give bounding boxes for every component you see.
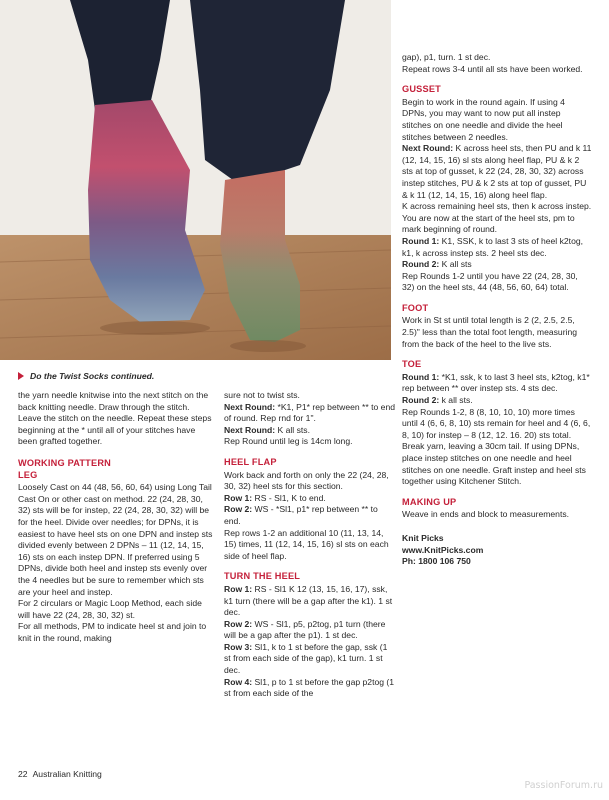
hero-photo	[0, 0, 391, 360]
gusset-next-round: Next Round: K across heel sts, then PU and k 11 (12, 14, 15, 16) sl sts along heel flap, PU & k 2 sts at top of gusset, k 22 (24, 28, 30, 32) across instep stitches, PU & k 2 sts at top of gusset, PU & k 11 (12, 14, 15, 16) along heel flap.	[402, 143, 592, 200]
heel-flap-repeat: Rep rows 1-2 an additional 10 (11, 13, 14, 15) times, 11 (12, 14, 15, 16) sl sts on each side of heel flap.	[224, 527, 389, 561]
ribbing-label: Next Round:	[224, 401, 276, 412]
knit-round-label: Next Round:	[224, 424, 276, 435]
page-number: 22	[18, 769, 28, 779]
turn-heel-repeat: Repeat rows 3-4 until all sts have been worked.	[402, 63, 583, 74]
turn-heel-continued: gap), p1, turn. 1 st dec.	[402, 52, 491, 62]
column-1	[18, 390, 213, 644]
photo-caption	[18, 370, 378, 382]
leg-paragraph-1: Loosely Cast on 44 (48, 56, 60, 64) using Long Tail Cast On or other cast on method. 22 (24, 28, 30, 32) sts will be for instep, 22 (24, 28, 30, 32) will be for the heel. Divide over needles; for DPNs, it is easiest to have heel sts on one DPN and instep sts divided evenly between 2 DPNs – 11 (12, 14, 15, 16) sts on each instep DPN. If preferred using 5 DPNs, divide both heel and instep sts evenly over the 4 needles but be sure to remember which sts are your heel and instep.	[18, 482, 213, 597]
heading-heel-flap: HEEL FLAP	[224, 456, 277, 467]
heading-making-up: MAKING UP	[402, 496, 457, 507]
column-3	[402, 52, 592, 568]
graft-instructions: the yarn needle knitwise into the next stitch on the back knitting needle. Draw through the stitch. Leave the stitch on the needle. Repeat these steps beginning at the * until all of your stitches have been grafted together.	[18, 390, 212, 447]
heel-flap-row-2: Row 2: WS - *Sl1, p1* rep between ** to end.	[224, 504, 378, 526]
watermark: PassionForum.ru	[524, 780, 603, 791]
socks-photo-illustration	[0, 0, 391, 360]
heading-turn-the-heel: TURN THE HEEL	[224, 571, 301, 582]
contact-name: Knit Picks	[402, 532, 444, 543]
magazine-name: Australian Knitting	[32, 769, 102, 779]
turn-heel-row-2: Row 2: WS - Sl1, p5, p2tog, p1 turn (there will be a gap after the p1). 1 st dec.	[224, 618, 386, 641]
leg-length: Rep Round until leg is 14cm long.	[224, 436, 353, 447]
turn-heel-row-3: Row 3: Sl1, k to 1 st before the gap, ssk (1 st from each side of the gap), k1 turn. 1 st dec.	[224, 641, 388, 676]
foot-paragraph: Work in St st until total length is 2 (2, 2.5, 2.5, 2.5)" less than the total foot length, measuring from the back of the heel to the live sts.	[402, 315, 578, 349]
page-footer	[18, 769, 102, 779]
gusset-paragraph-2: K across remaining heel sts, then k across instep. You are now at the start of the heel sts, pm to mark beginning of round.	[402, 201, 592, 235]
heading-toe: TOE	[402, 359, 422, 370]
heading-working-pattern: WORKING PATTERN	[18, 457, 111, 468]
caption-text: Do the Twist Socks continued.	[30, 371, 155, 381]
heading-foot: FOOT	[402, 302, 429, 313]
gusset-round-2: Round 2: K all sts	[402, 259, 472, 270]
turn-heel-row-1: Row 1: RS - Sl1 K 12 (13, 15, 16, 17), ssk, k1 turn (there will be a gap after the k1). 1 st dec.	[224, 583, 393, 618]
toe-round-1: Round 1: *K1, ssk, k to last 3 heel sts, k2tog, k1* rep between ** over instep sts. 4 sts dec.	[402, 371, 590, 394]
gusset-round-1: Round 1: K1, SSK, k to last 3 sts of heel k2tog, k1, k across instep sts. 2 heel sts dec.	[402, 235, 584, 258]
gusset-repeat: Rep Rounds 1-2 until you have 22 (24, 28, 30, 32) on the heel sts, 44 (48, 56, 60, 64) total.	[402, 270, 578, 293]
contact-block	[402, 533, 592, 568]
contact-phone: Ph: 1800 106 750	[402, 556, 471, 567]
leg-paragraph-2: For 2 circulars or Magic Loop Method, each side will have 22 (24, 28, 30, 32) st.	[18, 598, 202, 620]
heel-flap-intro: Work back and forth on only the 22 (24, 28, 30, 32) heel sts for this section.	[224, 469, 389, 492]
leg-continued: sure not to twist sts.	[224, 390, 300, 400]
leg-paragraph-3: For all methods, PM to indicate heel st and join to knit in the round, making	[18, 621, 207, 643]
ribbing-round: Next Round: *K1, P1* rep between ** to end of round. Rep rnd for 1".	[224, 401, 396, 424]
making-up-paragraph: Weave in ends and block to measurements.	[402, 509, 570, 520]
heel-flap-row-1: Row 1: RS - Sl1, K to end.	[224, 492, 326, 503]
heading-gusset: GUSSET	[402, 84, 441, 95]
knit-round: Next Round: K all sts.	[224, 424, 310, 435]
turn-heel-row-4: Row 4: Sl1, p to 1 st before the gap p2tog (1 st from each side of the	[224, 676, 395, 699]
toe-paragraph: Rep Rounds 1-2, 8 (8, 10, 10, 10) more times until 4 (6, 6, 8, 10) sts remain for heel and 4 (6, 6, 8, 10) for instep – 8 (12, 12. 16. 20) sts total. Break yarn, leaving a 30cm tail. If using DPNs, place instep stitches on one needle and heel stitches on one needle. Graft instep and heel sts together using Kitchener Stitch.	[402, 406, 591, 487]
caption-arrow-icon	[18, 372, 24, 380]
column-2	[224, 390, 396, 700]
gusset-intro: Begin to work in the round again. If using 4 DPNs, you may want to now put all instep stitches on one needle and divide the heel stitches between 2 needles.	[402, 96, 565, 142]
heading-leg: LEG	[18, 469, 38, 480]
contact-website: www.KnitPicks.com	[402, 544, 484, 555]
toe-round-2: Round 2: k all sts.	[402, 395, 473, 406]
